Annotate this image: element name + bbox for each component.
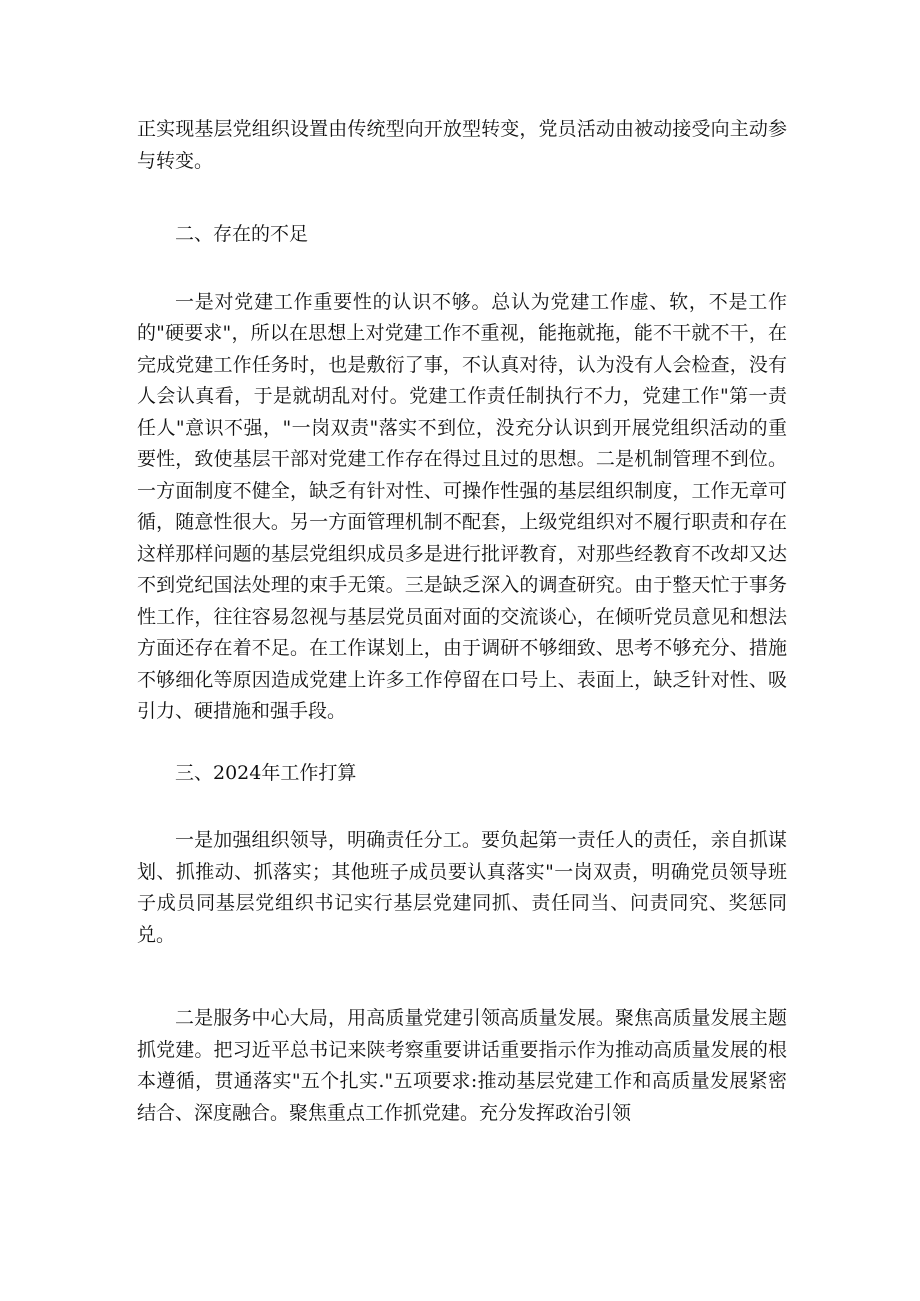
document-body xyxy=(137,114,787,1129)
paragraph-intro: 正实现基层党组织设置由传统型向开放型转变，党员活动由被动接受向主动参与转变。 xyxy=(137,118,787,172)
section-heading-shortcomings: 二、存在的不足 xyxy=(175,223,309,245)
section-heading-plan: 三、2024年工作打算 xyxy=(175,761,357,784)
paragraph-plan-leadership: 一是加强组织领导，明确责任分工。要负起第一责任人的责任，亲自抓谋划、抓推动、抓落实；其他班子成员要认真落实"一岗双责，明确党员领导班子成员同基层党组织书记实行基层党建同抓、责任同当、问责同究、奖惩同兑。 xyxy=(137,829,787,946)
paragraph-shortcomings: 一是对党建工作重要性的认识不够。总认为党建工作虚、软，不是工作的"硬要求"，所以在思想上对党建工作不重视，能拖就拖，能不干就不干，在完成党建工作任务时，也是敷衍了事，不认真对待，认为没有人会检查，没有人会认真看，于是就胡乱对付。党建工作责任制执行不力，党建工作"第一责任人"意识不强，"一岗双责"落实不到位，没充分认识到开展党组织活动的重要性，致使基层干部对党建工作存在得过且过的思想。二是机制管理不到位。一方面制度不健全，缺乏有针对性、可操作性强的基层组织制度，工作无章可循，随意性很大。另一方面管理机制不配套，上级党组织对不履行职责和存在这样那样问题的基层党组织成员多是进行批评教育，对那些经教育不改却又达不到党纪国法处理的束手无策。三是缺乏深入的调查研究。由于整天忙于事务性工作，往往容易忽视与基层党员面对面的交流谈心，在倾听党员意见和想法方面还存在着不足。在工作谋划上，由于调研不够细致、思考不够充分、措施不够细化等原因造成党建上许多工作停留在口号上、表面上，缺乏针对性、吸引力、硬措施和强手段。 xyxy=(137,290,787,722)
paragraph-plan-development: 二是服务中心大局，用高质量党建引领高质量发展。聚焦高质量发展主题抓党建。把习近平总书记来陕考察重要讲话重要指示作为推动高质量发展的根本遵循，贯通落实"五个扎实."五项要求:推动基层党建工作和高质量发展紧密结合、深度融合。聚焦重点工作抓党建。充分发挥政治引领 xyxy=(137,1007,787,1124)
